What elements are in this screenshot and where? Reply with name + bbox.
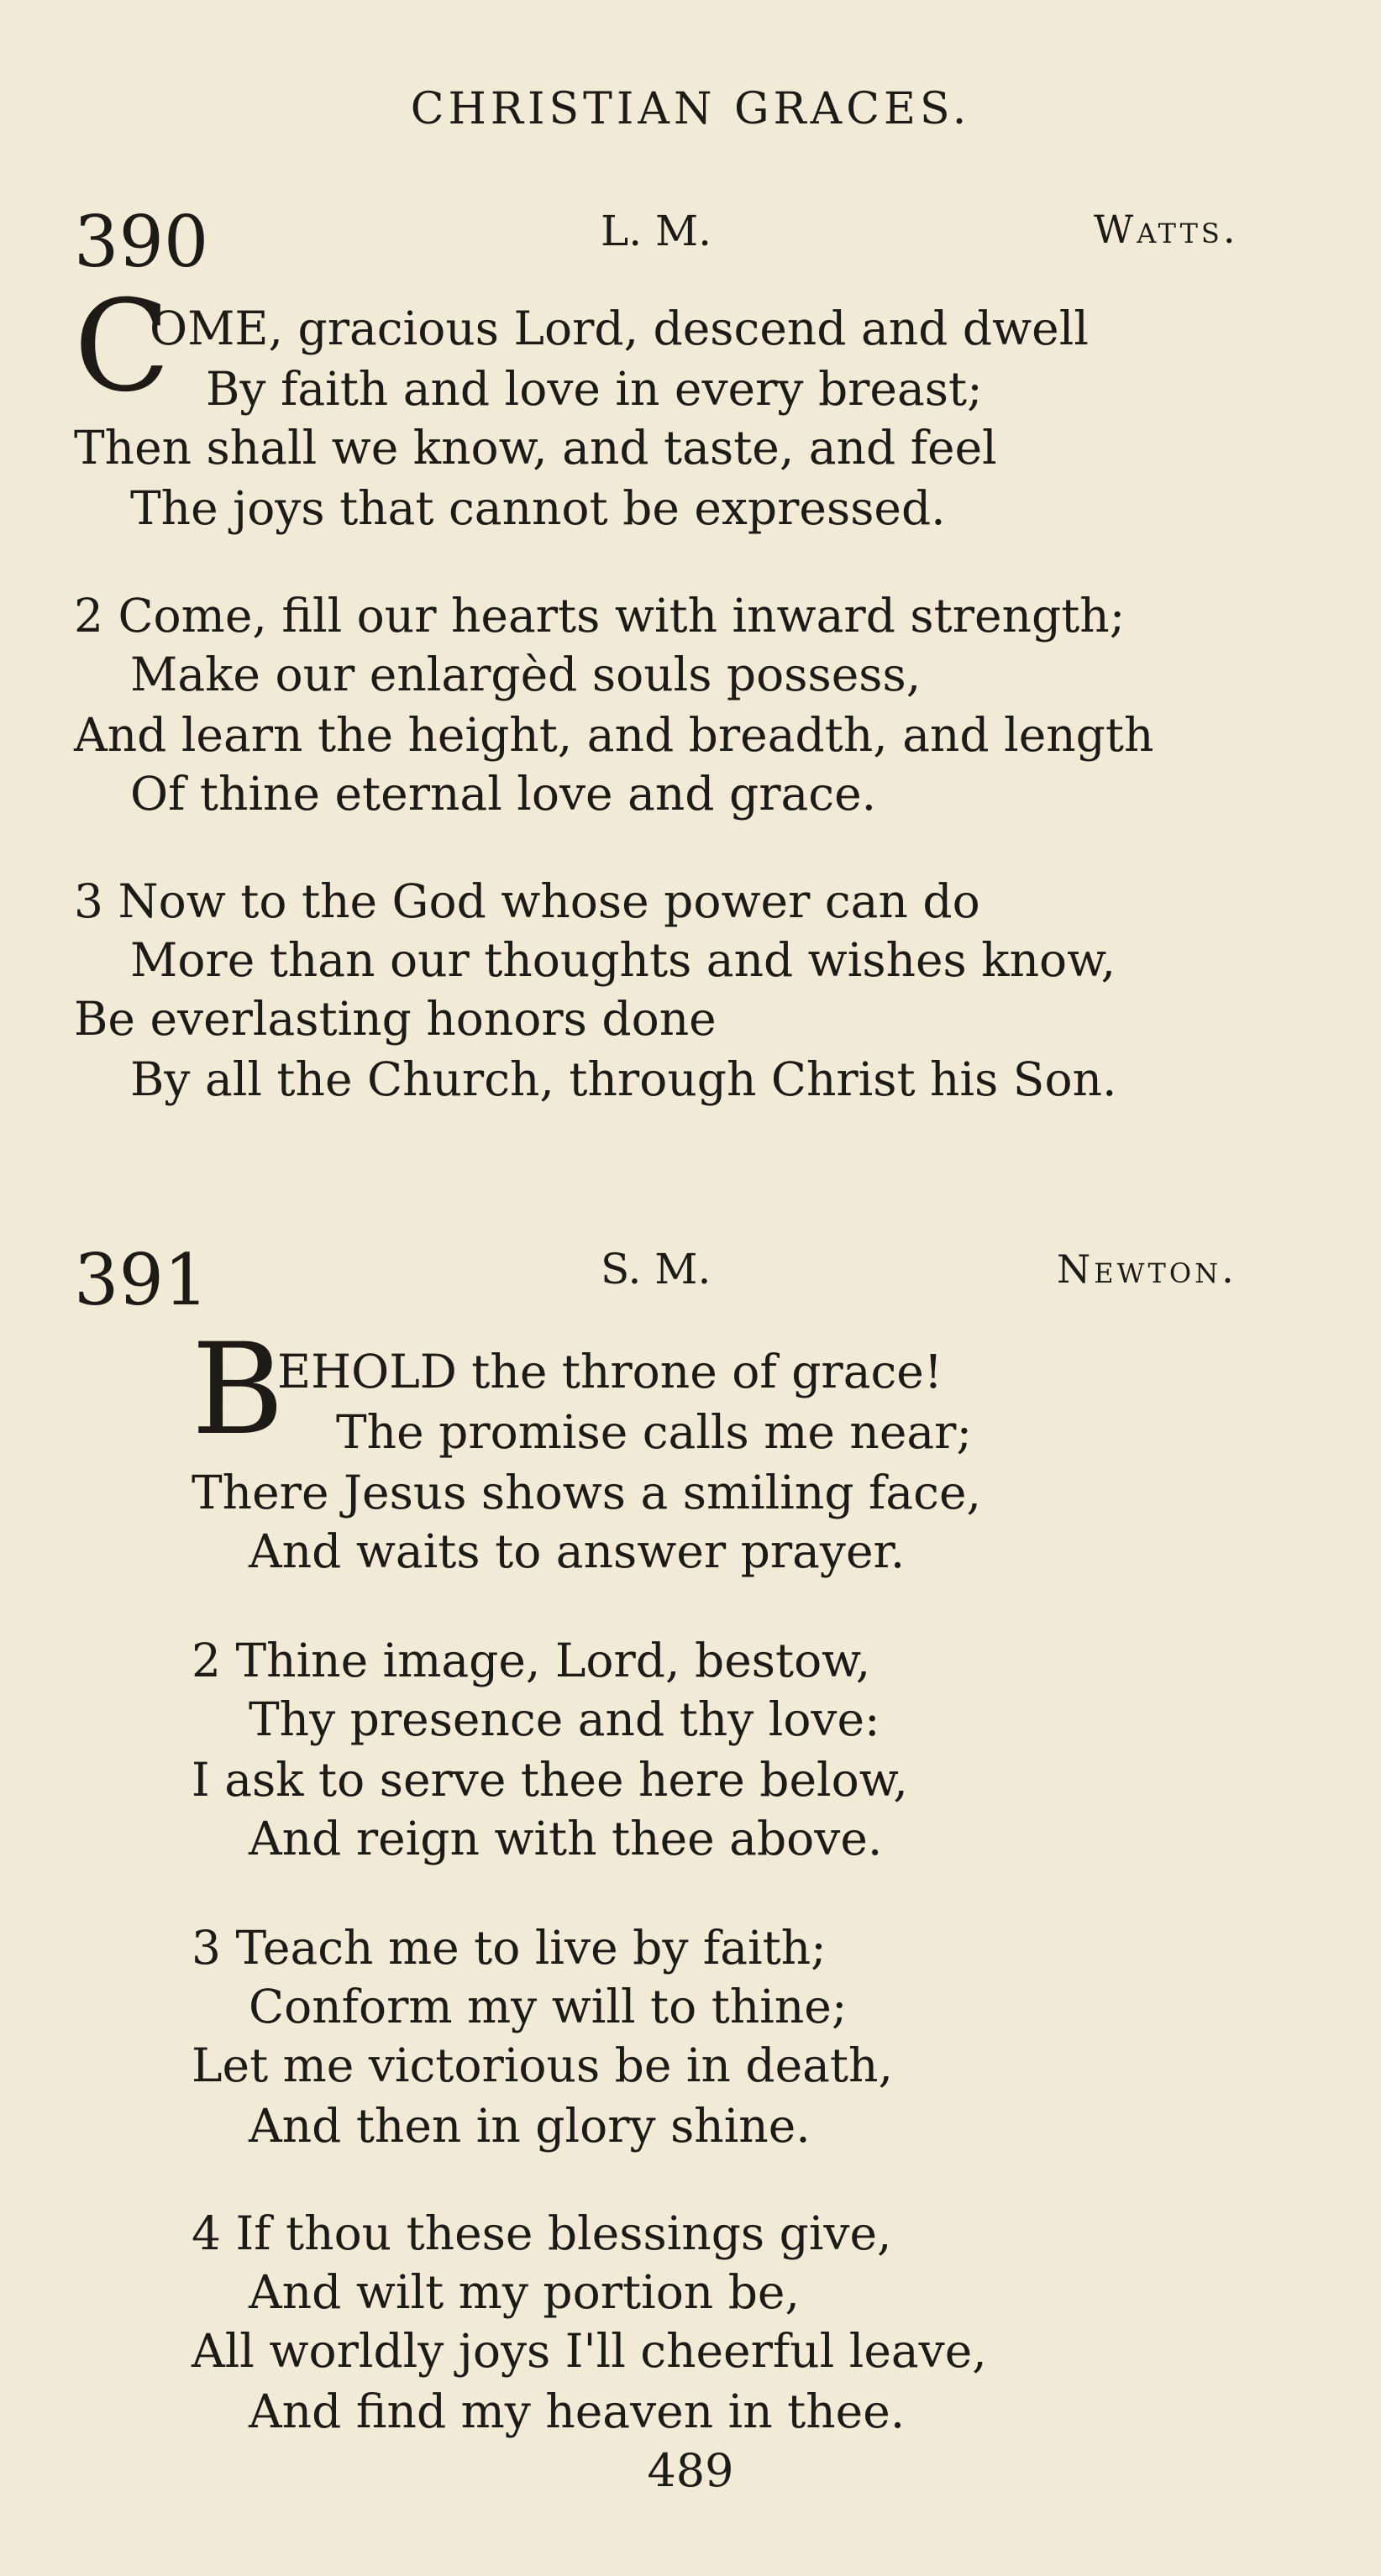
hymn-number: 390 <box>74 201 209 283</box>
hymn-author: Newton. <box>1057 1246 1237 1292</box>
verse-line: Let me victorious be in death, <box>192 2038 893 2092</box>
verse-line: Make our enlargèd souls possess, <box>130 648 922 701</box>
verse-line: And reign with thee above. <box>249 1812 883 1865</box>
verse-line: 3 Now to the God whose power can do <box>74 874 980 928</box>
hymn-meter: S. M. <box>601 1245 712 1293</box>
verse-line: 2 Come, fill our hearts with inward strength; <box>74 589 1126 643</box>
verse-line: And wilt my portion be, <box>249 2265 800 2319</box>
drop-cap: B <box>192 1317 285 1463</box>
hymn-meter: L. M. <box>601 207 712 255</box>
page-number: 489 <box>647 2444 734 2497</box>
verse-line: 4 If thou these blessings give, <box>192 2206 892 2260</box>
verse-line: Be everlasting honors done <box>74 992 717 1046</box>
verse-line: And then in glory shine. <box>249 2099 811 2153</box>
verse-line: All worldly joys I'll cheerful leave, <box>192 2324 987 2378</box>
verse-line: The joys that cannot be expressed. <box>130 481 946 535</box>
verse-line: More than our thoughts and wishes know, <box>130 933 1116 987</box>
hymn-number: 391 <box>74 1239 209 1321</box>
hymn-author: Watts. <box>1094 207 1239 252</box>
verse-line: And learn the height, and breadth, and length <box>74 708 1154 762</box>
verse-line: The promise calls me near; <box>336 1405 973 1459</box>
verse-line: By all the Church, through Christ his Son. <box>130 1052 1117 1106</box>
running-head: CHRISTIAN GRACES. <box>410 84 971 134</box>
verse-line: EHOLD the throne of grace! <box>277 1345 943 1398</box>
verse-line: Thy presence and thy love: <box>249 1692 880 1746</box>
verse-line: OME, gracious Lord, descend and dwell <box>150 302 1089 355</box>
verse-line: Of thine eternal love and grace. <box>130 767 877 821</box>
verse-line: And find my heaven in thee. <box>249 2385 906 2438</box>
verse-line: And waits to answer prayer. <box>249 1524 906 1578</box>
verse-line: 3 Teach me to live by faith; <box>192 1921 827 1975</box>
verse-line: I ask to serve thee here below, <box>192 1753 908 1807</box>
verse-line: By faith and love in every breast; <box>206 362 983 416</box>
verse-line: Conform my will to thine; <box>249 1980 848 2033</box>
drop-cap: C <box>74 274 171 420</box>
verse-line: 2 Thine image, Lord, bestow, <box>192 1634 871 1687</box>
verse-line: There Jesus shows a smiling face, <box>192 1466 981 1519</box>
verse-line: Then shall we know, and taste, and feel <box>74 421 997 475</box>
